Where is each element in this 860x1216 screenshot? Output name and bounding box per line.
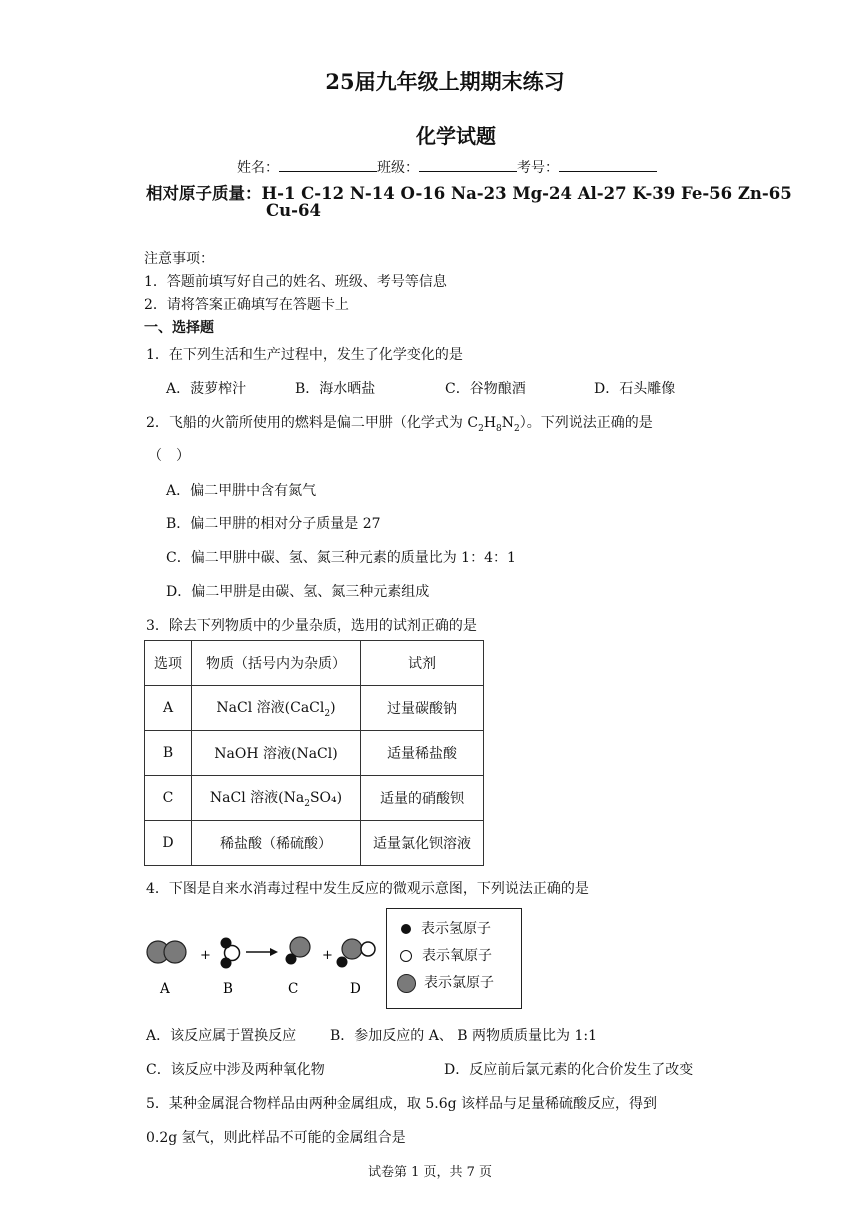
q4-option-b[interactable]: B．参加反应的 A、 B 两物质质量比为 1:1 (330, 1028, 598, 1044)
cell-text: 稀盐酸（稀硫酸） (220, 836, 332, 852)
cell-text: ) (330, 700, 336, 717)
hydrogen-atom (286, 954, 297, 965)
q2-stem-part: ）。下列说法正确的是 (519, 415, 653, 431)
q4-option-c[interactable]: C．该反应中涉及两种氧化物 (146, 1062, 325, 1078)
hydrogen-atom (221, 938, 232, 949)
q4-option-a[interactable]: A．该反应属于置换反应 (146, 1028, 297, 1044)
molecule-label: A (160, 981, 170, 997)
question-1-stem: 1．在下列生活和生产过程中，发生了化学变化的是 (146, 347, 463, 363)
exam-title: 25届九年级上期期末练习 (325, 69, 565, 94)
table-row (145, 776, 484, 821)
chlorine-icon (397, 974, 416, 993)
table-cell: B (145, 731, 192, 776)
table-cell (192, 686, 361, 731)
oxygen-atom (361, 942, 375, 956)
table-row (145, 731, 484, 776)
atomic-mass-line-2: Cu-64 (266, 201, 321, 220)
q1-option-b[interactable]: B．海水晒盐 (295, 381, 376, 397)
table-cell (192, 776, 361, 821)
class-blank[interactable] (419, 157, 517, 172)
table-cell: 过量碳酸钠 (361, 686, 484, 731)
table-cell (192, 821, 361, 866)
q4-option-d[interactable]: D．反应前后氯元素的化合价发生了改变 (444, 1062, 694, 1078)
legend-label: 表示氧原子 (422, 948, 492, 964)
table-cell: 适量氯化钡溶液 (361, 821, 484, 866)
name-blank[interactable] (279, 157, 377, 172)
subscript: 2 (478, 423, 484, 434)
plus-sign: + (200, 948, 211, 963)
q2-option-a[interactable]: A．偏二甲肼中含有氮气 (166, 483, 317, 499)
exam-no-blank[interactable] (559, 157, 657, 172)
chlorine-atom (342, 939, 362, 959)
q2-option-d[interactable]: D．偏二甲肼是由碳、氢、氮三种元素组成 (166, 584, 430, 600)
cell-text: NaOH 溶液(NaCl) (214, 746, 338, 762)
section-title: 一、选择题 (144, 320, 214, 336)
oxygen-icon (400, 950, 412, 962)
page-footer: 试卷第 1 页，共 7 页 (367, 1165, 493, 1180)
cell-text: NaCl 溶液(CaCl (216, 700, 325, 717)
q2-stem-part: N (501, 415, 515, 431)
subscript: 2 (514, 423, 520, 434)
question-4-stem: 4．下图是自来水消毒过程中发生反应的微观示意图，下列说法正确的是 (146, 881, 589, 897)
table-cell: 适量稀盐酸 (361, 731, 484, 776)
exam-no-label: 考号： (517, 160, 559, 176)
notes-title: 注意事项： (144, 251, 214, 267)
hydrogen-atom (337, 957, 348, 968)
cell-text: SO₄) (309, 790, 343, 807)
legend-oxygen (397, 945, 492, 965)
table-header-cell: 选项 (145, 641, 192, 686)
molecule-label: D (350, 981, 361, 997)
subject-title: 化学试题 (416, 124, 496, 148)
q2-stem-part: H (483, 415, 497, 431)
molecule-label: C (288, 981, 299, 997)
hydrogen-atom (221, 958, 232, 969)
table-cell: A (145, 686, 192, 731)
table-header-row (145, 641, 484, 686)
q1-option-c[interactable]: C．谷物酿酒 (445, 381, 526, 397)
diagram-legend (386, 908, 522, 1009)
table-cell: C (145, 776, 192, 821)
reaction-diagram (140, 925, 380, 1000)
q2-option-c[interactable]: C．偏二甲肼中碳、氢、氮三种元素的质量比为 1：4：1 (166, 550, 516, 566)
plus-sign: + (322, 948, 333, 963)
subscript: 2 (304, 798, 310, 809)
question-3-stem: 3．除去下列物质中的少量杂质，选用的试剂正确的是 (146, 618, 477, 634)
q2-stem-part: 2．飞船的火箭所使用的燃料是偏二甲肼（化学式为 C (146, 415, 479, 431)
hydrogen-icon (401, 924, 411, 934)
chlorine-atom (164, 941, 186, 963)
molecule-label: B (223, 981, 233, 997)
name-label: 姓名： (237, 160, 279, 176)
table-row (145, 821, 484, 866)
legend-chlorine (397, 972, 494, 993)
arrow-head (270, 948, 278, 956)
atomic-mass-line (146, 180, 792, 204)
impurity-table (144, 640, 484, 866)
atomic-mass-values: H-1 C-12 N-14 O-16 Na-23 Mg-24 Al-27 K-39 Fe-56 Zn-65 (261, 184, 792, 203)
subscript: 8 (496, 423, 502, 434)
student-info-line (237, 157, 657, 177)
table-header-cell: 物质（括号内为杂质） (192, 641, 361, 686)
cell-text: NaCl 溶液(Na (209, 790, 305, 807)
question-5-stem: 5．某种金属混合物样品由两种金属组成，取 5.6g 该样品与足量稀硫酸反应，得到 (146, 1096, 658, 1112)
legend-label: 表示氯原子 (424, 975, 494, 991)
q2-option-b[interactable]: B．偏二甲肼的相对分子质量是 27 (166, 516, 381, 532)
note-item: 2．请将答案正确填写在答题卡上 (144, 297, 349, 313)
table-header-cell: 试剂 (361, 641, 484, 686)
atomic-mass-label: 相对原子质量： (146, 184, 262, 203)
q1-option-d[interactable]: D．石头雕像 (594, 381, 676, 397)
subscript: 2 (324, 708, 331, 719)
note-item: 1．答题前填写好自己的姓名、班级、考号等信息 (144, 274, 447, 290)
class-label: 班级： (377, 160, 419, 176)
table-cell: D (145, 821, 192, 866)
legend-hydrogen (397, 918, 491, 938)
table-row (145, 686, 484, 731)
table-cell (192, 731, 361, 776)
question-2-stem (146, 412, 653, 434)
table-cell: 适量的硝酸钡 (361, 776, 484, 821)
question-5-stem-cont: 0.2g 氢气，则此样品不可能的金属组合是 (146, 1130, 406, 1146)
q1-option-a[interactable]: A．菠萝榨汁 (166, 381, 247, 397)
legend-label: 表示氢原子 (421, 921, 491, 937)
answer-parentheses: （ ） (148, 448, 190, 464)
